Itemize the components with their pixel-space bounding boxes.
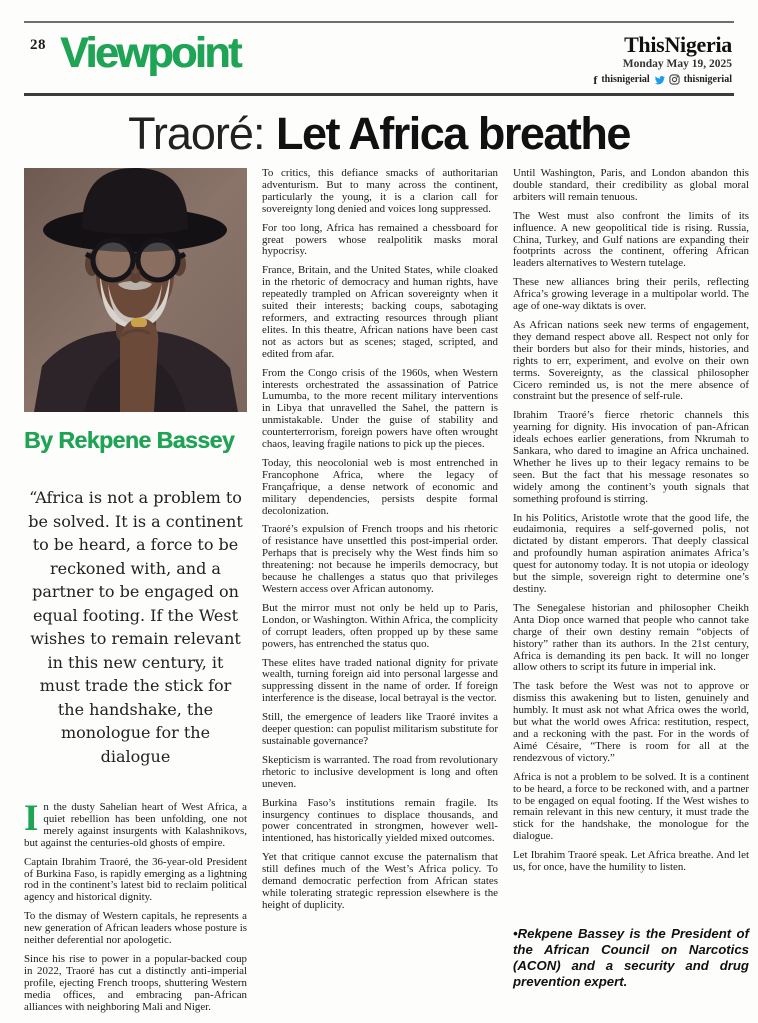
article-paragraph: The Senegalese historian and philosopher Cheikh Anta Diop once warned that people who cannot take charge of their own destiny remain “objects of history” rather than its authors. In the 21st century, Africa is demanding its pen back. It will no longer allow others to script its future in imperial ink. — [513, 601, 749, 674]
article-paragraph: In his Politics, Aristotle wrote that the good life, the eudaimonia, requires a self-governed polis, not dictated by distant emperors. That deeply classical and profoundly human aspiration animates Africa’s quest for autonomy today. It is not utopia or ideology but the simple, sovereign right to determine one’s destiny. — [513, 511, 749, 595]
drop-cap: I — [24, 798, 39, 839]
article-paragraph: These new alliances bring their perils, reflecting Africa’s growing leverage in a multipolar world. The age of one-way diktats is over. — [513, 276, 749, 313]
article-paragraph: Still, the emergence of leaders like Traoré invites a deeper question: can populist militarism substitute for sustainable governance? — [262, 711, 498, 747]
article-paragraph: Let Ibrahim Traoré speak. Let Africa breathe. And let us, for once, have the humility to listen. — [513, 849, 749, 874]
article-paragraph: For too long, Africa has remained a chessboard for great powers whose realpolitik masks moral hypocrisy. — [262, 221, 498, 258]
article-paragraph: Ibrahim Traoré’s fierce rhetoric channels this yearning for dignity. His invocation of pan-African ideals echoes earlier generations, from Nkrumah to Sankara, who dared to imagine an Africa unchained. Whether he lives up to their legacy remains to be seen. But the fact that his message resonates so widely among the continent’s youth signals that something profound is stirring. — [513, 409, 749, 505]
instagram-icon — [669, 74, 680, 85]
article-paragraph: Since his rise to power in a popular-backed coup in 2022, Traoré has cut a distinctly anti-imperial profile, ejecting French troops, shuttering Western media offices, and embracing pan-African alliances with neighboring Mali and Niger. — [24, 952, 247, 1013]
article-paragraph: As African nations seek new terms of engagement, they demand respect above all. Respect not only for their borders but also for their minds, histories, and rights to err, experiment, and evolve on their own terms. Sovereignty, as the classical philosopher Cicero reminded us, is not the mere absence of constraint but the presence of self-rule. — [513, 318, 749, 403]
article-paragraph: Skepticism is warranted. The road from revolutionary rhetoric to inclusive development is long and often uneven. — [262, 753, 498, 790]
facebook-icon: f — [593, 72, 598, 87]
article-paragraph: The West must also confront the limits of its influence. A new geopolitical tide is rising. Russia, China, Turkey, and Gulf nations are expanding their footprints across the continent, offering African leaders alternatives to Western tutelage. — [513, 209, 749, 270]
author-signature: •Rekpene Bassey is the President of the African Council on Narcotics (ACON) and a security and drug prevention expert. — [513, 925, 749, 989]
article-paragraph: The task before the West was not to approve or dismiss this awakening but to listen, genuinely and humbly. It must ask not what Africa owes the world, but what the world owes Africa: restitution, respect, and a reckoning with the past. For in the words of Aimé Césaire, “There is room for all at the rendezvous of victory.” — [513, 680, 749, 764]
article-paragraph: Captain Ibrahim Traoré, the 36-year-old President of Burkina Faso, is rapidly emerging as a lightning rod in the continent’s latest bid to reclaim political agency and historical dignity. — [24, 855, 247, 904]
instagram-handle: thisnigerial — [683, 74, 732, 85]
article-paragraph: Burkina Faso’s institutions remain fragile. Its insurgency continues to displace thousands, and power concentrated in strongmen, however well-intentioned, has historically yielded mixed outcomes. — [262, 796, 498, 845]
article-paragraph: From the Congo crisis of the 1960s, when Western interests orchestrated the assassination of Patrice Lumumba, to the more recent military interventions in Libya that unravelled the Sahel, the pattern is unmistakable. Under the guise of stability and counterterrorism, foreign powers have often wrought chaos, leaving fragile nations to pick up the pieces. — [262, 366, 498, 451]
article-paragraph: Until Washington, Paris, and London abandon this double standard, their credibility as global moral arbiters will remain tenuous. — [513, 167, 749, 203]
article-paragraph: But the mirror must not only be held up to Paris, London, or Washington. Within Africa, the complicity of corrupt leaders, often propped up by these same powers, has entrenched the status quo. — [262, 601, 498, 650]
lead-text: n the dusty Sahelian heart of West Africa, a quiet rebellion has been unfolding, one not merely against insurgents with Kalashnikovs, but against the centuries-old ghosts of empire. — [24, 801, 247, 849]
right-column-paragraphs — [513, 168, 749, 874]
author-portrait-illustration — [24, 168, 247, 412]
article-paragraph: To critics, this defiance smacks of authoritarian adventurism. But to many across the continent, particularly the young, it is a clarion call for sovereignty long denied and voices long suppressed. — [262, 167, 498, 215]
article-paragraph: Traoré’s expulsion of French troops and his rhetoric of resistance have unsettled this post-imperial order. Perhaps that is precisely why the West finds him so threatening: not because he imperils democracy, but because he challenges a status quo that privileges Western access over African autonomy. — [262, 523, 498, 595]
page-number: 28 — [30, 37, 46, 53]
social-row — [593, 74, 732, 85]
lead-paragraph — [24, 798, 247, 850]
right-column — [513, 168, 749, 990]
left-column-paragraphs — [24, 857, 247, 1014]
article-paragraph: France, Britain, and the United States, while cloaked in the rhetoric of democracy and human rights, have repeatedly trampled on African sovereignty when it suited their interests; backing coups, sabotaging reformers, and extracting resources through pliant elites. In this theatre, African nations have been cast not as actors but as scenes; staged, scripted, and edited from afar. — [262, 264, 498, 360]
paper-name: ThisNigeria — [624, 32, 732, 57]
author-photo — [24, 168, 247, 412]
article-paragraph: Today, this neocolonial web is most entrenched in Francophone Africa, where the legacy of Françafrique, a dense network of economic and military dependencies, persists despite formal decolonization. — [262, 456, 498, 517]
article-paragraph: Yet that critique cannot excuse the paternalism that still defines much of the West’s Africa policy. To demand democratic perfection from African states while tolerating strategic repression elsewhere is the height of duplicity. — [262, 851, 498, 911]
middle-column — [262, 168, 498, 919]
facebook-handle: thisnigerial — [601, 74, 650, 85]
headline-main: Let Africa breathe — [275, 108, 630, 159]
headline-kicker: Traoré: — [128, 108, 276, 159]
section-title: Viewpoint — [60, 29, 240, 77]
article-paragraph: To the dismay of Western capitals, he represents a new generation of African leaders whose posture is neither deferential nor apologetic. — [24, 910, 247, 947]
article-paragraph: These elites have traded national dignity for private wealth, turning foreign aid into personal largesse and suppressing dissent in the name of order. If foreign interference is the disease, local betrayal is the vector. — [262, 656, 498, 705]
pull-quote: “Africa is not a problem to be solved. It is a continent to be heard, a force to be reckoned with, and a partner to be engaged on equal footing. If the West wishes to remain relevant in this new century, it must trade the stick for the handshake, the monologue for the dialogue — [28, 488, 243, 766]
byline: By Rekpene Bassey — [24, 427, 235, 453]
masthead — [24, 23, 734, 93]
left-column — [24, 168, 247, 1021]
headline — [24, 108, 734, 160]
paper-date: Monday May 19, 2025 — [622, 58, 732, 70]
article-paragraph: Africa is not a problem to be solved. It is a continent to be heard, a force to be reckoned with, and a partner to be engaged on equal footing. If the West wishes to remain relevant in this new century, it must trade the stick for the handshake, the monologue for the dialogue. — [513, 770, 749, 843]
twitter-icon — [654, 74, 665, 85]
header-rule — [24, 93, 734, 96]
